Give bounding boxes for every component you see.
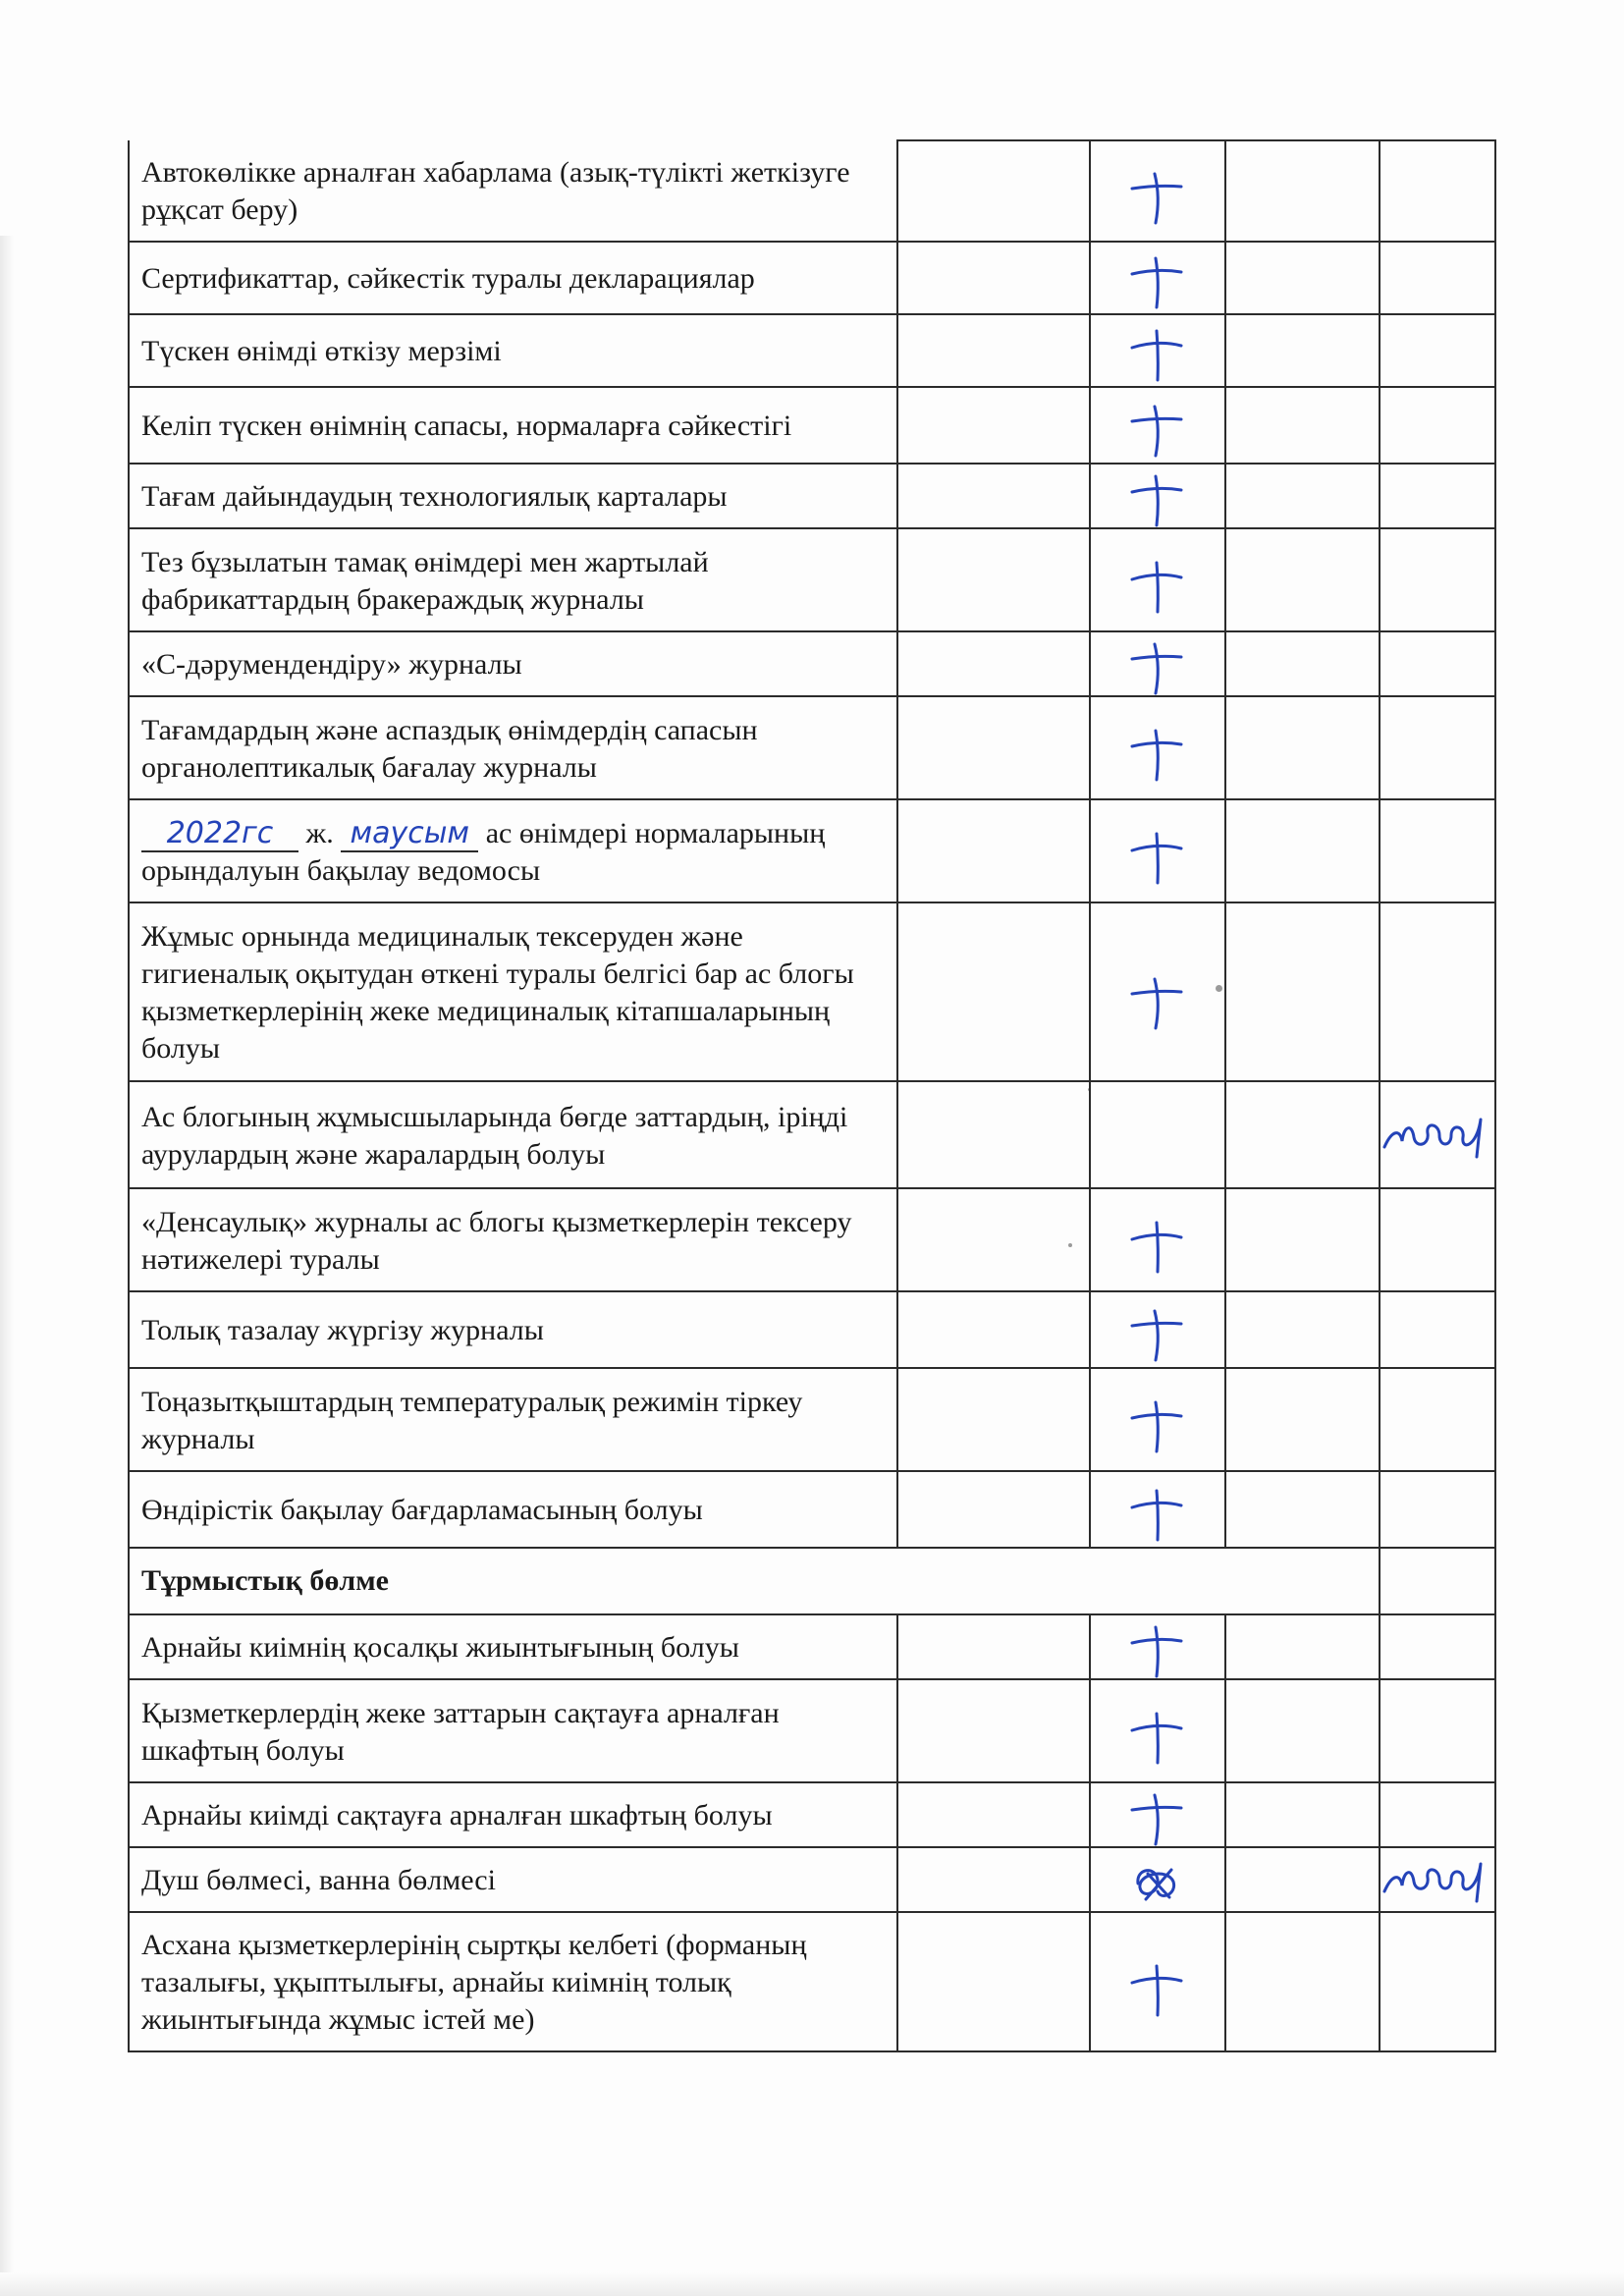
checklist-row bbox=[129, 1614, 1495, 1679]
criterion-cell bbox=[129, 1614, 897, 1679]
year-label: ж. bbox=[305, 816, 334, 849]
compliance-no-cell bbox=[1380, 1188, 1495, 1291]
compliance-no-cell bbox=[1380, 1291, 1495, 1368]
checklist-row bbox=[129, 1679, 1495, 1782]
checklist-row bbox=[129, 1912, 1495, 2051]
handwritten-plus-icon bbox=[1118, 828, 1197, 887]
criterion-text: Тағамдардың және аспаздық өнімдердің сапасын органолептикалық бағалау журналы bbox=[141, 713, 758, 784]
compliance-no-cell bbox=[1380, 140, 1495, 242]
column-4-cell bbox=[1225, 631, 1380, 696]
column-2-cell bbox=[897, 902, 1090, 1081]
handwritten-plus-icon bbox=[1118, 1789, 1197, 1848]
column-2-cell bbox=[897, 1847, 1090, 1912]
criterion-text: Өндірістік бақылау бағдарламасының болуы bbox=[141, 1494, 703, 1526]
criterion-cell bbox=[129, 1679, 897, 1782]
criterion-text: «С-дәрумендендіру» журналы bbox=[141, 648, 522, 681]
column-2-cell bbox=[897, 1368, 1090, 1471]
handwritten-plus-icon bbox=[1118, 1396, 1197, 1455]
checklist-row bbox=[129, 1782, 1495, 1847]
compliance-no-cell bbox=[1380, 799, 1495, 902]
handwritten-month-fill: маусым bbox=[341, 817, 478, 852]
compliance-yes-cell bbox=[1090, 1782, 1225, 1847]
column-2-cell bbox=[897, 696, 1090, 799]
column-2-cell bbox=[897, 314, 1090, 387]
column-4-cell bbox=[1225, 696, 1380, 799]
section-title: Тұрмыстық бөлме bbox=[129, 1548, 1380, 1614]
column-2-cell bbox=[897, 1081, 1090, 1188]
compliance-no-cell bbox=[1380, 464, 1495, 528]
handwritten-plus-icon bbox=[1118, 1708, 1197, 1767]
column-2-cell bbox=[897, 1782, 1090, 1847]
criterion-cell bbox=[129, 1368, 897, 1471]
handwritten-signature-icon bbox=[1379, 1108, 1496, 1163]
criterion-cell bbox=[129, 242, 897, 314]
criterion-cell bbox=[129, 1912, 897, 2051]
criterion-text: Тез бұзылатын тамақ өнімдері мен жартылай фабрикаттардың бракераждық журналы bbox=[141, 545, 709, 616]
handwritten-plus-icon bbox=[1118, 1621, 1197, 1680]
column-2-cell bbox=[897, 464, 1090, 528]
compliance-yes-cell bbox=[1090, 1188, 1225, 1291]
compliance-yes-cell bbox=[1090, 696, 1225, 799]
criterion-cell bbox=[129, 696, 897, 799]
criterion-cell bbox=[129, 314, 897, 387]
checklist-row bbox=[129, 140, 1495, 242]
column-2-cell bbox=[897, 140, 1090, 242]
checklist-row bbox=[129, 387, 1495, 464]
compliance-no-cell bbox=[1380, 528, 1495, 631]
column-4-cell bbox=[1225, 1912, 1380, 2051]
compliance-yes-cell bbox=[1090, 528, 1225, 631]
criterion-text: Толық тазалау жүргізу журналы bbox=[141, 1314, 544, 1346]
compliance-yes-cell bbox=[1090, 387, 1225, 464]
handwritten-signature-icon bbox=[1379, 1852, 1496, 1907]
criterion-cell bbox=[129, 1471, 897, 1548]
handwritten-plus-icon bbox=[1118, 168, 1197, 227]
handwritten-plus-icon bbox=[1118, 470, 1197, 529]
compliance-no-cell bbox=[1380, 1782, 1495, 1847]
column-4-cell bbox=[1225, 1782, 1380, 1847]
handwritten-year-fill: 2022гс bbox=[141, 817, 298, 852]
column-4-cell bbox=[1225, 902, 1380, 1081]
criterion-text: «Денсаулық» журналы ас блогы қызметкерлерін тексеру нәтижелері туралы bbox=[141, 1205, 852, 1276]
column-2-cell bbox=[897, 387, 1090, 464]
criterion-text: Ас блогының жұмысшыларында бөгде заттардың, іріңді аурулардың және жаралардың болуы bbox=[141, 1100, 848, 1171]
column-4-cell bbox=[1225, 1291, 1380, 1368]
compliance-yes-cell bbox=[1090, 1081, 1225, 1188]
compliance-no-cell bbox=[1380, 902, 1495, 1081]
column-4-cell bbox=[1225, 242, 1380, 314]
compliance-yes-cell bbox=[1090, 1847, 1225, 1912]
compliance-no-cell bbox=[1380, 314, 1495, 387]
column-4-cell bbox=[1225, 1368, 1380, 1471]
checklist-row bbox=[129, 696, 1495, 799]
column-4-cell bbox=[1225, 1847, 1380, 1912]
column-4-cell bbox=[1225, 314, 1380, 387]
checklist-row bbox=[129, 528, 1495, 631]
column-2-cell bbox=[897, 1912, 1090, 2051]
criterion-text: Душ бөлмесі, ванна бөлмесі bbox=[141, 1864, 496, 1896]
handwritten-plus-icon bbox=[1118, 1217, 1197, 1276]
handwritten-plus-icon bbox=[1118, 1485, 1197, 1544]
column-2-cell bbox=[897, 1188, 1090, 1291]
criterion-text: Келіп түскен өнімнің сапасы, нормаларға сәйкестігі bbox=[141, 410, 792, 442]
criterion-cell bbox=[129, 387, 897, 464]
compliance-yes-cell bbox=[1090, 1291, 1225, 1368]
criterion-cell bbox=[129, 528, 897, 631]
criterion-text: Қызметкерлердің жеке заттарын сақтауға арналған шкафтың болуы bbox=[141, 1696, 780, 1767]
checklist-row bbox=[129, 1188, 1495, 1291]
criterion-text: Арнайы киімнің қосалқы жиынтығының болуы bbox=[141, 1631, 739, 1664]
criterion-cell bbox=[129, 902, 897, 1081]
checklist-row bbox=[129, 1847, 1495, 1912]
criterion-cell bbox=[129, 140, 897, 242]
compliance-no-cell bbox=[1380, 1081, 1495, 1188]
compliance-no-cell bbox=[1380, 1912, 1495, 2051]
column-4-cell bbox=[1225, 1679, 1380, 1782]
criterion-cell bbox=[129, 1081, 897, 1188]
compliance-yes-cell bbox=[1090, 1471, 1225, 1548]
column-2-cell bbox=[897, 799, 1090, 902]
handwritten-plus-icon bbox=[1118, 557, 1197, 616]
compliance-yes-cell bbox=[1090, 314, 1225, 387]
compliance-yes-cell bbox=[1090, 140, 1225, 242]
column-2-cell bbox=[897, 1614, 1090, 1679]
checklist-row bbox=[129, 631, 1495, 696]
checklist-row bbox=[129, 1081, 1495, 1188]
column-4-cell bbox=[1225, 1081, 1380, 1188]
criterion-text: Жұмыс орнында медициналық тексеруден және гигиеналық оқытудан өткені туралы белгісі бар ас блогы қызметкерлерінің жеке медициналық кітапшаларының болуы bbox=[141, 920, 854, 1065]
criterion-cell bbox=[129, 1782, 897, 1847]
column-2-cell bbox=[897, 631, 1090, 696]
checklist-row bbox=[129, 1471, 1495, 1548]
criterion-cell bbox=[129, 1188, 897, 1291]
compliance-no-cell bbox=[1380, 631, 1495, 696]
column-4-cell bbox=[1225, 464, 1380, 528]
criterion-cell bbox=[129, 464, 897, 528]
compliance-no-cell bbox=[1380, 1847, 1495, 1912]
compliance-yes-cell bbox=[1090, 242, 1225, 314]
column-2-cell bbox=[897, 1679, 1090, 1782]
column-4-cell bbox=[1225, 1614, 1380, 1679]
checklist-row bbox=[129, 464, 1495, 528]
compliance-yes-cell bbox=[1090, 464, 1225, 528]
criterion-cell bbox=[129, 631, 897, 696]
column-2-cell bbox=[897, 1471, 1090, 1548]
checklist-row bbox=[129, 902, 1495, 1081]
column-4-cell bbox=[1225, 799, 1380, 902]
compliance-yes-cell bbox=[1090, 902, 1225, 1081]
criterion-cell bbox=[129, 1291, 897, 1368]
inspection-checklist-table bbox=[128, 139, 1496, 2052]
compliance-yes-cell bbox=[1090, 631, 1225, 696]
column-4-cell bbox=[1225, 1188, 1380, 1291]
checklist-row bbox=[129, 242, 1495, 314]
criterion-text: Арнайы киімді сақтауға арналған шкафтың болуы bbox=[141, 1799, 773, 1831]
page-shadow-bottom bbox=[0, 2272, 1624, 2296]
handwritten-plus-icon bbox=[1118, 638, 1197, 697]
column-4-cell bbox=[1225, 140, 1380, 242]
criterion-cell bbox=[129, 799, 897, 902]
compliance-no-cell bbox=[1380, 387, 1495, 464]
compliance-no-cell bbox=[1380, 1368, 1495, 1471]
compliance-no-cell bbox=[1380, 1614, 1495, 1679]
checklist-row bbox=[129, 1368, 1495, 1471]
handwritten-scribble-icon bbox=[1118, 1854, 1197, 1913]
criterion-text: Түскен өнімді өткізу мерзімі bbox=[141, 335, 502, 367]
column-2-cell bbox=[897, 1291, 1090, 1368]
column-4-cell bbox=[1225, 1471, 1380, 1548]
column-2-cell bbox=[897, 242, 1090, 314]
criterion-cell bbox=[129, 1847, 897, 1912]
compliance-no-cell bbox=[1380, 696, 1495, 799]
handwritten-plus-icon bbox=[1118, 1960, 1197, 2019]
compliance-yes-cell bbox=[1090, 1679, 1225, 1782]
criterion-text: Тағам дайындаудың технологиялық карталары bbox=[141, 480, 728, 513]
column-4-cell bbox=[1225, 528, 1380, 631]
criterion-text: Автокөлікке арналған хабарлама (азық-түлікті жеткізуге рұқсат беру) bbox=[141, 156, 850, 226]
criterion-text: Тоңазытқыштардың температуралық режимін тіркеу журналы bbox=[141, 1385, 803, 1455]
column-4-cell bbox=[1225, 387, 1380, 464]
handwritten-plus-icon bbox=[1118, 325, 1197, 384]
compliance-yes-cell bbox=[1090, 1614, 1225, 1679]
page-shadow-left bbox=[0, 236, 14, 2296]
compliance-yes-cell bbox=[1090, 1368, 1225, 1471]
checklist-row bbox=[129, 799, 1495, 902]
compliance-no-cell bbox=[1380, 1679, 1495, 1782]
compliance-no-cell bbox=[1380, 1471, 1495, 1548]
handwritten-plus-icon bbox=[1118, 252, 1197, 311]
compliance-yes-cell bbox=[1090, 799, 1225, 902]
criterion-text: Сертификаттар, сәйкестік туралы декларациялар bbox=[141, 262, 755, 295]
criterion-text: ас өнімдері нормаларының орындалуын бақылау ведомосы bbox=[141, 816, 826, 887]
column-2-cell bbox=[897, 528, 1090, 631]
handwritten-plus-icon bbox=[1118, 401, 1197, 460]
section-header-row bbox=[129, 1548, 1495, 1614]
checklist-row bbox=[129, 1291, 1495, 1368]
compliance-yes-cell bbox=[1090, 1912, 1225, 2051]
compliance-no-cell bbox=[1380, 242, 1495, 314]
section-empty-cell bbox=[1380, 1548, 1495, 1614]
criterion-text: Асхана қызметкерлерінің сыртқы келбеті (форманың тазалығы, ұқыптылығы, арнайы киімнің толық жиынтығында жұмыс істей ме) bbox=[141, 1929, 807, 2036]
handwritten-plus-icon bbox=[1118, 725, 1197, 784]
handwritten-plus-icon bbox=[1118, 1305, 1197, 1364]
checklist-row bbox=[129, 314, 1495, 387]
handwritten-plus-icon bbox=[1118, 973, 1197, 1032]
